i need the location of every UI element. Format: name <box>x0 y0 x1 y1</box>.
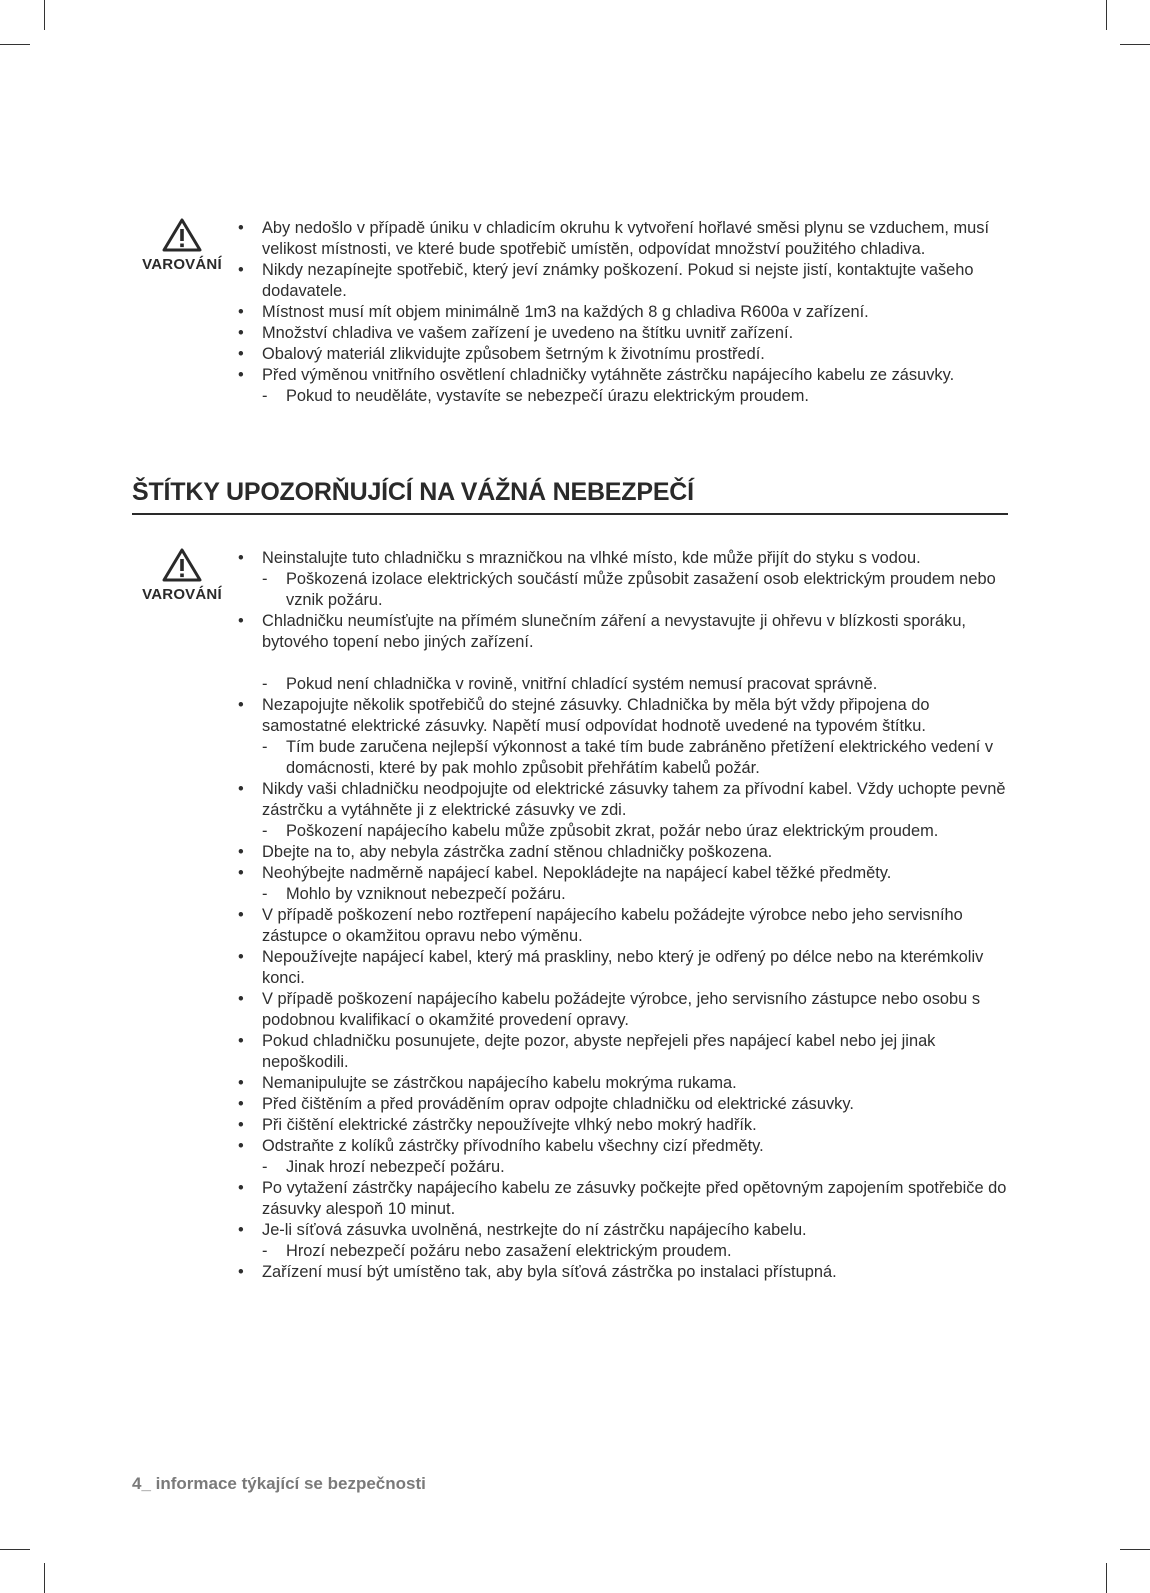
crop-mark <box>1120 44 1150 45</box>
warning-list-2 <box>238 548 1008 1283</box>
list-item: • Po vytažení zástrčky napájecího kabelu ze zásuvky počkejte před opětovným zapojením spotřebiče do zásuvky alespoň 10 minut. <box>238 1178 1008 1220</box>
list-item: • Nezapojujte několik spotřebičů do stejné zásuvky. Chladnička by měla být vždy připojena do samostatné elektrické zásuvky. Napětí musí odpovídat hodnotě uvedené na typovém štítku. <box>238 695 1008 737</box>
dash-marker: - <box>262 822 268 840</box>
section-heading: ŠTÍTKY UPOZORŇUJÍCÍ NA VÁŽNÁ NEBEZPEČÍ <box>132 478 1008 515</box>
dash-marker: - <box>262 1158 268 1176</box>
warning-block-2 <box>132 548 232 603</box>
list-item: • Aby nedošlo v případě úniku v chladicím okruhu k vytvoření hořlavé směsi plynu se vzduchem, musí velikost místnosti, ve které bude spotřebič umístěn, odpovídat množství použitého chladiva. <box>238 218 1008 260</box>
list-item: • Chladničku neumísťujte na přímém slunečním záření a nevystavujte ji ohřevu v blízkosti sporáku, bytového topení nebo jiných zařízení. <box>238 611 1008 653</box>
list-subitem <box>238 569 1008 611</box>
list-item: • Místnost musí mít objem minimálně 1m3 na každých 8 g chladiva R600a v zařízení. <box>238 302 1008 323</box>
list-subitem <box>238 737 1008 779</box>
list-subitem-text: Jinak hrozí nebezpečí požáru. <box>286 1158 505 1176</box>
warning-triangle-icon <box>162 218 202 252</box>
list-item: • Dbejte na to, aby nebyla zástrčka zadní stěnou chladničky poškozena. <box>238 842 1008 863</box>
warning-triangle-icon <box>162 548 202 582</box>
crop-mark <box>1120 1549 1150 1550</box>
list-subitem-text: Mohlo by vzniknout nebezpečí požáru. <box>286 885 566 903</box>
list-item: • V případě poškození napájecího kabelu požádejte výrobce, jeho servisního zástupce nebo osobu s podobnou kvalifikací o okamžité provedení opravy. <box>238 989 1008 1031</box>
list-item: • Množství chladiva ve vašem zařízení je uvedeno na štítku uvnitř zařízení. <box>238 323 1008 344</box>
list-item: • Odstraňte z kolíků zástrčky přívodního kabelu všechny cizí předměty. <box>238 1136 1008 1157</box>
warning-list-1 <box>238 218 1008 407</box>
list-item: • Zařízení musí být umístěno tak, aby byla síťová zástrčka po instalaci přístupná. <box>238 1262 1008 1283</box>
list-item: • Při čištění elektrické zástrčky nepoužívejte vlhký nebo mokrý hadřík. <box>238 1115 1008 1136</box>
list-subitem <box>238 674 1008 695</box>
dash-marker: - <box>262 675 268 693</box>
crop-mark <box>44 1563 45 1593</box>
list-item: • Před čištěním a před prováděním oprav odpojte chladničku od elektrické zásuvky. <box>238 1094 1008 1115</box>
list-subitem-text: Tím bude zaručena nejlepší výkonnost a také tím bude zabráněno přetížení elektrického vedení v domácnosti, které by pak mohlo způsobit přehřátím kabelů požár. <box>286 738 994 777</box>
list-item: • Je-li síťová zásuvka uvolněná, nestrkejte do ní zástrčku napájecího kabelu. <box>238 1220 1008 1241</box>
list-item: • V případě poškození nebo roztřepení napájecího kabelu požádejte výrobce nebo jeho servisního zástupce o okamžitou opravu nebo výměnu. <box>238 905 1008 947</box>
dash-marker: - <box>262 738 268 756</box>
crop-mark <box>1106 0 1107 30</box>
dash-marker: - <box>262 885 268 903</box>
list-subitem <box>238 821 1008 842</box>
crop-mark <box>0 1549 30 1550</box>
warning-block-1 <box>132 218 232 273</box>
list-subitem <box>238 884 1008 905</box>
list-item: • Nikdy nezapínejte spotřebič, který jeví známky poškození. Pokud si nejste jistí, kontaktujte vašeho dodavatele. <box>238 260 1008 302</box>
warning-label: VAROVÁNÍ <box>142 586 222 603</box>
list-subitem-text: Hrozí nebezpečí požáru nebo zasažení elektrickým proudem. <box>286 1242 732 1260</box>
dash-marker: - <box>262 1242 268 1260</box>
crop-mark <box>1106 1563 1107 1593</box>
list-spacer <box>238 653 1008 674</box>
list-subitem <box>238 1241 1008 1262</box>
list-item: • Obalový materiál zlikvidujte způsobem šetrným k životnímu prostředí. <box>238 344 1008 365</box>
list-subitem <box>238 386 1008 407</box>
crop-mark <box>0 44 30 45</box>
dash-marker: - <box>262 570 268 588</box>
list-item: • Neohýbejte nadměrně napájecí kabel. Nepokládejte na napájecí kabel těžké předměty. <box>238 863 1008 884</box>
list-item: • Před výměnou vnitřního osvětlení chladničky vytáhněte zástrčku napájecího kabelu ze zásuvky. <box>238 365 1008 386</box>
list-item: • Neinstalujte tuto chladničku s mrazničkou na vlhké místo, kde může přijít do styku s vodou. <box>238 548 1008 569</box>
dash-marker: - <box>262 387 268 405</box>
list-subitem-text: Pokud to neuděláte, vystavíte se nebezpečí úrazu elektrickým proudem. <box>286 387 809 405</box>
list-subitem-text: Poškození napájecího kabelu může způsobit zkrat, požár nebo úraz elektrickým proudem. <box>286 822 939 840</box>
list-item: • Pokud chladničku posunujete, dejte pozor, abyste nepřejeli přes napájecí kabel nebo jej jinak nepoškodili. <box>238 1031 1008 1073</box>
list-subitem-text: Poškozená izolace elektrických součástí může způsobit zasažení osob elektrickým proudem nebo vznik požáru. <box>286 570 996 609</box>
list-subitem <box>238 1157 1008 1178</box>
crop-mark <box>44 0 45 30</box>
list-item: • Nepoužívejte napájecí kabel, který má praskliny, nebo který je odřený po délce nebo na kterémkoliv konci. <box>238 947 1008 989</box>
list-item: • Nikdy vaši chladničku neodpojujte od elektrické zásuvky tahem za přívodní kabel. Vždy uchopte pevně zástrčku a vytáhněte ji z elektrické zásuvky ve zdi. <box>238 779 1008 821</box>
list-subitem-text: Pokud není chladnička v rovině, vnitřní chladící systém nemusí pracovat správně. <box>286 675 878 693</box>
warning-label: VAROVÁNÍ <box>142 256 222 273</box>
list-item: • Nemanipulujte se zástrčkou napájecího kabelu mokrýma rukama. <box>238 1073 1008 1094</box>
page-footer: 4_ informace týkající se bezpečnosti <box>132 1474 426 1493</box>
